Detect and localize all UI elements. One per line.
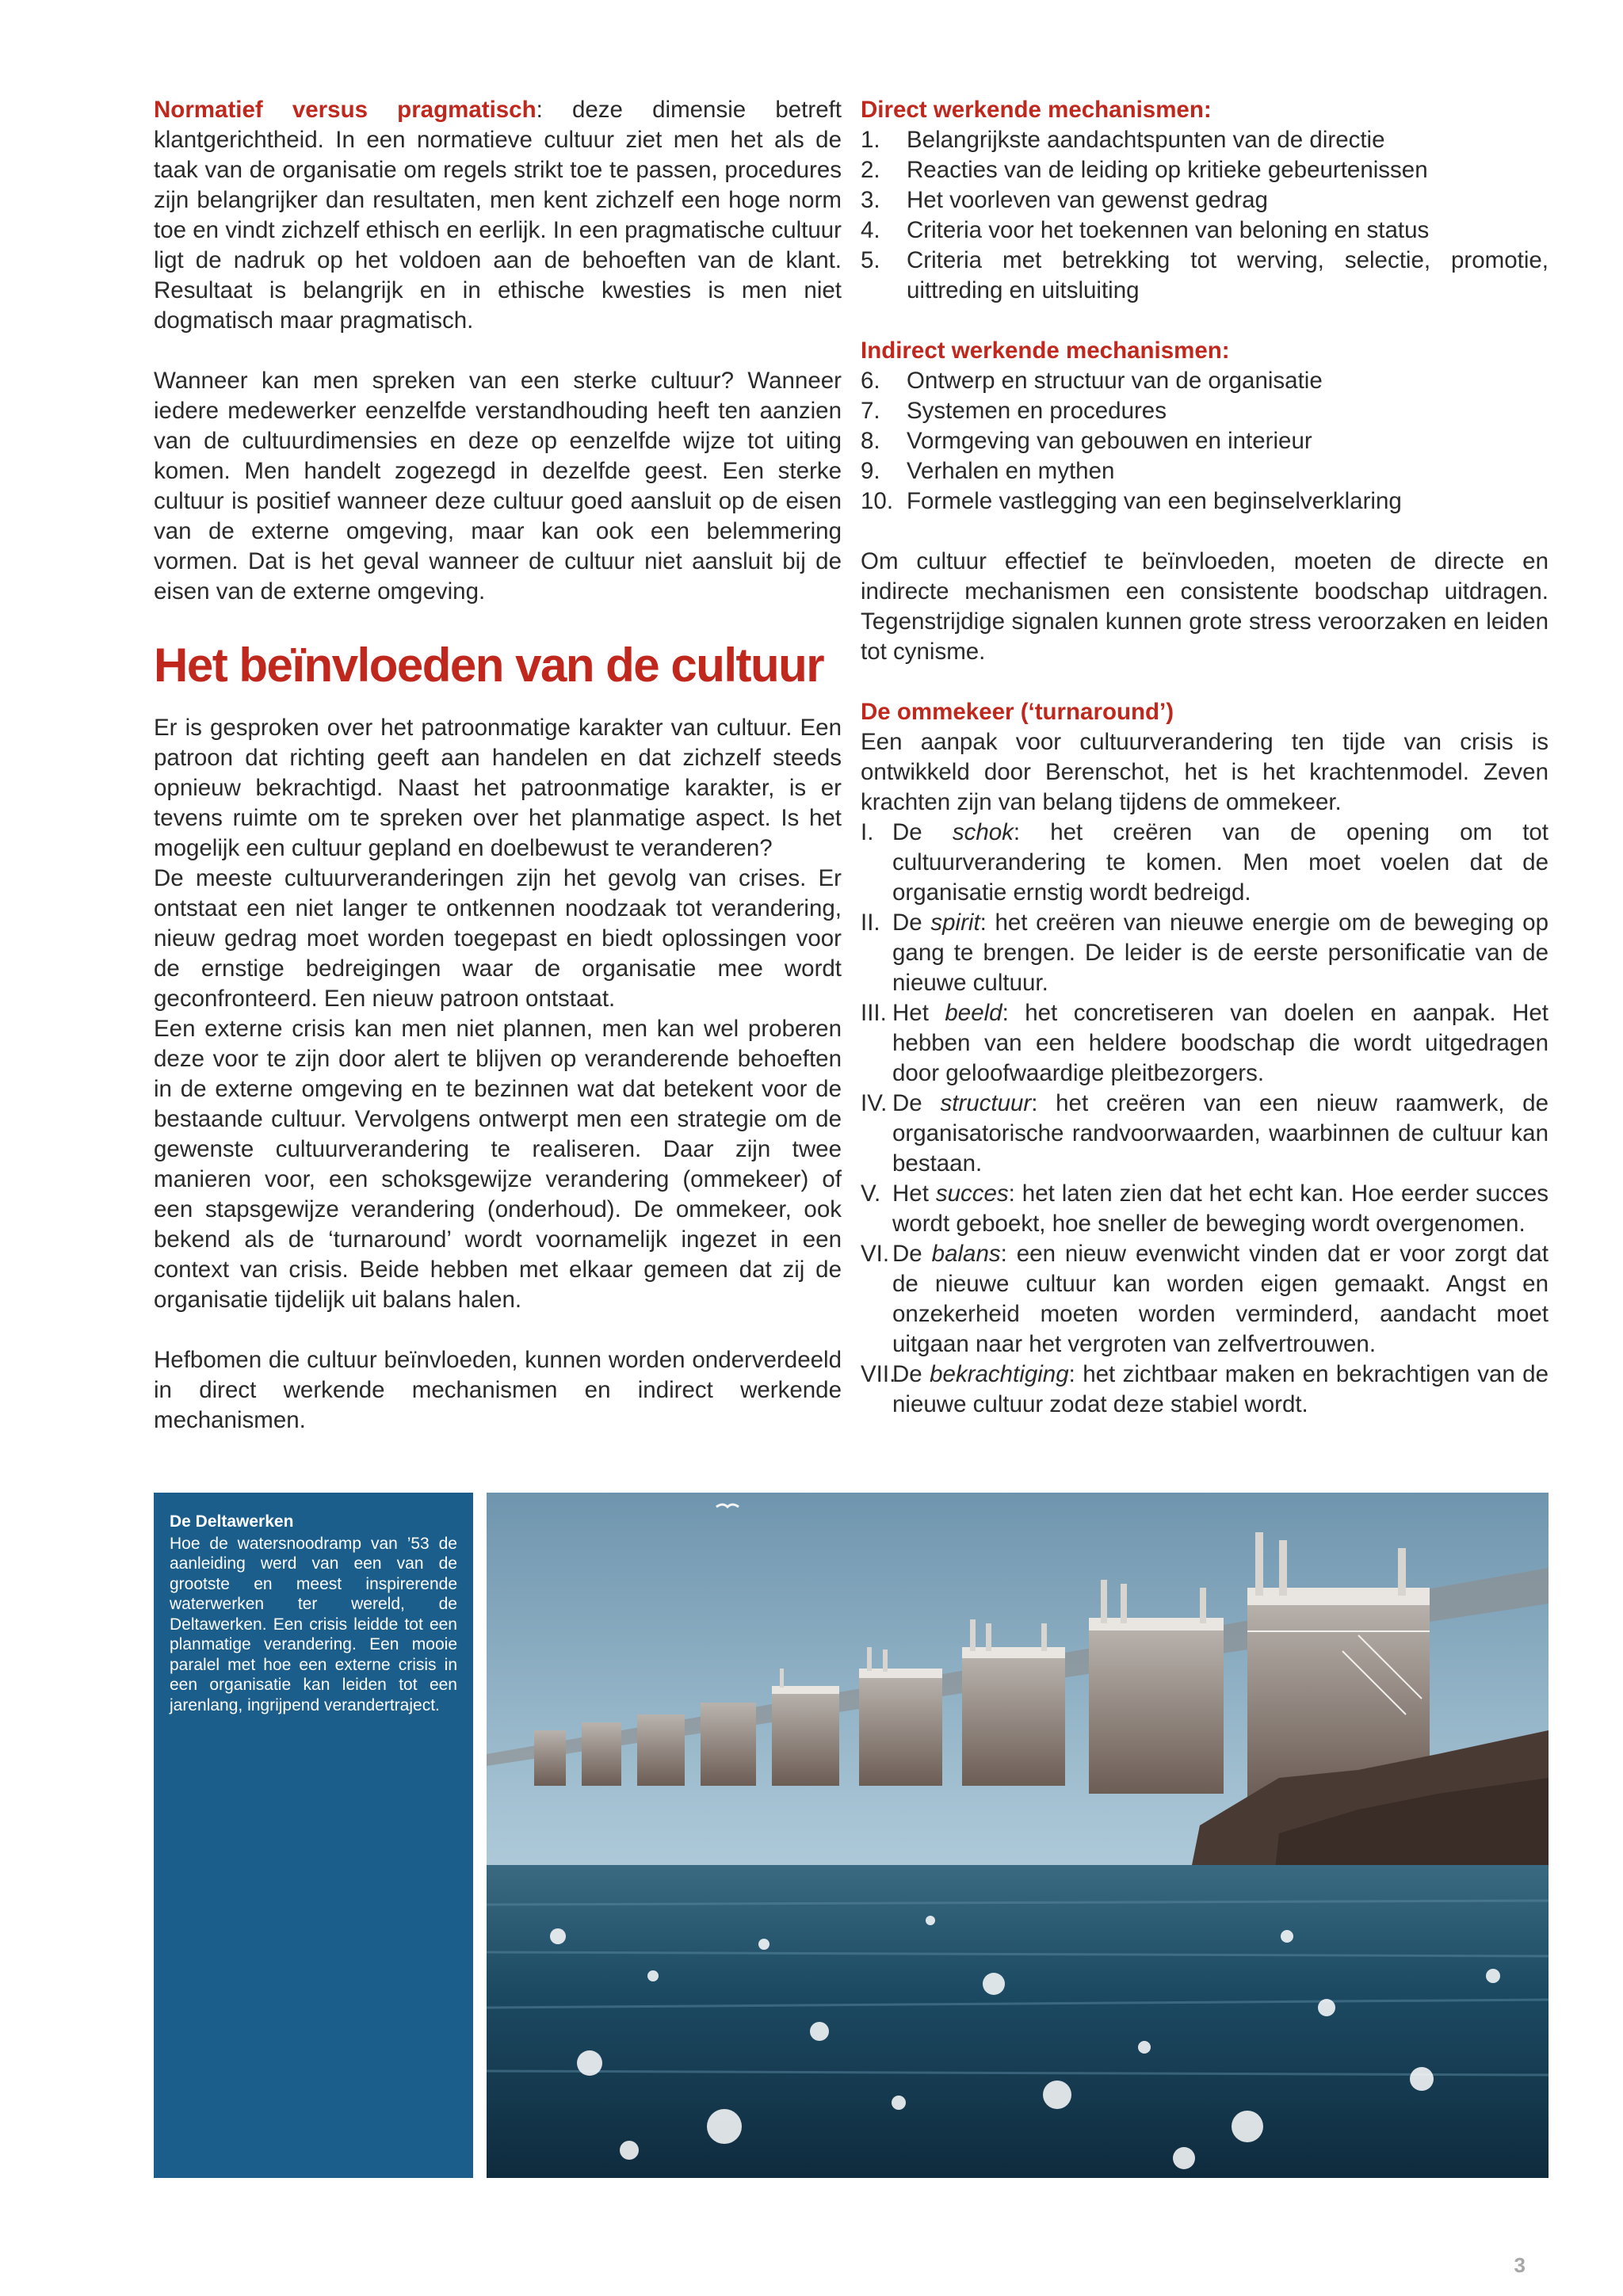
- paragraph-pattern: Er is gesproken over het patroonmatige karakter van cultuur. Een patroon dat richting geeft aan handelen en dat zichzelf steeds opnieuw bekrachtigd. Naast het patroonmatige karakter, is er tevens ruimte om te spreken over het planmatige aspect. Is het mogelijk een cultuur gepland en doelbewust te veranderen?: [154, 715, 842, 861]
- paragraph-text: : deze dimensie betreft klantgerichtheid. In een normatieve cultuur ziet men het als de taak van de organisatie om regels strikt toe te passen, procedures zijn belangrijker dan resultaten, men kent zichzelf een hoge norm toe en vindt zichzelf ethisch en eerlijk. In een pragmatische cultuur ligt de nadruk op het voldoen aan de behoeften van de klant. Resultaat is belangrijk en in ethische kwesties is men niet dogmatisch maar pragmatisch.: [154, 97, 842, 334]
- indirect-mechanisms-heading: Indirect werkende mechanismen:: [861, 338, 1230, 364]
- list-item: 5. Criteria met betrekking tot werving, selectie, promotie, uittreding en uitsluiting: [861, 247, 1549, 303]
- forces-list: [861, 818, 1549, 1420]
- list-item: 9. Verhalen en mythen: [861, 458, 1115, 484]
- section-heading: Het beïnvloeden van de cultuur: [154, 639, 824, 692]
- paragraph-strong-culture: Wanneer kan men spreken van een sterke cultuur? Wanneer iedere medewerker eenzelfde verstandhouding heeft ten aanzien van de cultuurdimensies en deze op eenzelfde wijze tot uiting komen. Men handelt zogezegd in dezelfde geest. Een sterke cultuur is positief wanneer deze cultuur goed aansluit op de eisen van de externe omgeving, maar kan ook een belemmering vormen. Dat is het geval wanneer de cultuur niet aansluit bij de eisen van de externe omgeving.: [154, 368, 842, 605]
- list-item: 2. Reacties van de leiding op kritieke gebeurtenissen: [861, 157, 1428, 183]
- turnaround-heading: De ommekeer (‘turnaround’): [861, 699, 1174, 725]
- list-item: III. Het beeld: het concretiseren van doelen en aanpak. Het hebben van een heldere boodschap die wordt uitgedragen door geloofwaardige pleitbezorgers.: [861, 1000, 1549, 1086]
- storm-surge-barrier-photo: [487, 1493, 1549, 2178]
- list-item: V. Het succes: het laten zien dat het echt kan. Hoe eerder succes wordt geboekt, hoe sneller de beweging wordt overgenomen.: [861, 1180, 1549, 1237]
- caption-title: De Deltawerken: [170, 1512, 294, 1531]
- list-item: 6. Ontwerp en structuur van de organisatie: [861, 368, 1323, 394]
- direct-mechanisms-heading: Direct werkende mechanismen:: [861, 97, 1212, 123]
- list-item: 8. Vormgeving van gebouwen en interieur: [861, 428, 1312, 454]
- list-item: VII. De bekrachtiging: het zichtbaar maken en bekrachtigen van de nieuwe cultuur zodat deze stabiel wordt.: [861, 1361, 1549, 1417]
- list-item: II. De spirit: het creëren van nieuwe energie om de beweging op gang te brengen. De leider is de eerste personificatie van de nieuwe cultuur.: [861, 910, 1549, 996]
- left-column: [154, 95, 842, 1436]
- paragraph-external-crisis: Een externe crisis kan men niet plannen, men kan wel proberen deze voor te zijn door alert te blijven op veranderende behoeften in de externe omgeving en te bezinnen wat dat betekent voor de bestaande cultuur. Vervolgens ontwerpt men een strategie om de gewenste cultuurverandering te realiseren. Daar zijn twee manieren voor, een schoksgewijze verandering (ommekeer) of een stapsgewijze verandering (onderhoud). De ommekeer, ook bekend als de ‘turnaround’ wordt voornamelijk ingezet in een context van crisis. Beide hebben met elkaar gemeen dat zij de organisatie tijdelijk uit balans halen.: [154, 1016, 842, 1313]
- list-item: IV. De structuur: het creëren van een nieuw raamwerk, de organisatorische randvoorwaarden, waarbinnen de cultuur kan bestaan.: [861, 1090, 1549, 1177]
- page-number: 3: [1514, 2253, 1526, 2277]
- term-normative-pragmatic: Normatief versus pragmatisch: [154, 97, 537, 123]
- direct-mechanisms-list: [861, 125, 1549, 306]
- list-item: 10. Formele vastlegging van een beginselverklaring: [861, 488, 1402, 514]
- list-item: VI. De balans: een nieuw evenwicht vinden dat er voor zorgt dat de nieuwe cultuur kan worden eigen gemaakt. Angst en onzekerheid moeten worden verminderd, aandacht moet uitgaan naar het vergroten van zelfvertrouwen.: [861, 1241, 1549, 1357]
- caption-box: [154, 1493, 473, 2178]
- photo-illustration: [487, 1493, 1549, 2178]
- list-item: 4. Criteria voor het toekennen van beloning en status: [861, 217, 1430, 243]
- paragraph-normative-pragmatic: [154, 95, 842, 336]
- indirect-mechanisms-list: [861, 366, 1549, 517]
- paragraph-turnaround-intro: Een aanpak voor cultuurverandering ten tijde van crisis is ontwikkeld door Berenschot, het is het krachtenmodel. Zeven krachten zijn van belang tijdens de ommekeer.: [861, 729, 1549, 815]
- paragraph-crises: De meeste cultuurveranderingen zijn het gevolg van crises. Er ontstaat een niet langer te ontkennen noodzaak tot verandering, nieuw gedrag moet worden toegepast en biedt oplossingen voor de ernstige bedreigingen waar de organisatie mee wordt geconfronteerd. Een nieuw patroon ontstaat.: [154, 865, 842, 1012]
- caption-text: Hoe de watersnoodramp van ’53 de aanleiding werd van een van de grootste en meest inspirerende waterwerken ter wereld, de Deltawerken. Een crisis leidde tot een planmatige verandering. Een mooie paralel met hoe een externe crisis in een organisatie kan leiden tot een jarenlang, ingrijpend verandertraject.: [170, 1534, 457, 1714]
- right-column: [861, 95, 1549, 1420]
- paragraph-consistent-message: Om cultuur effectief te beïnvloeden, moeten de directe en indirecte mechanismen een consistente boodschap uitdragen. Tegenstrijdige signalen kunnen grote stress veroorzaken en leiden tot cynisme.: [861, 548, 1549, 665]
- list-item: 1. Belangrijkste aandachtspunten van de directie: [861, 127, 1385, 153]
- list-item: I. De schok: het creëren van de opening om tot cultuurverandering te komen. Men moet voelen dat de organisatie ernstig wordt bedreigd.: [861, 819, 1549, 906]
- list-item: 3. Het voorleven van gewenst gedrag: [861, 187, 1268, 213]
- paragraph-levers: Hefbomen die cultuur beïnvloeden, kunnen worden onderverdeeld in direct werkende mechanismen en indirect werkende mechanismen.: [154, 1347, 842, 1433]
- list-item: 7. Systemen en procedures: [861, 398, 1167, 424]
